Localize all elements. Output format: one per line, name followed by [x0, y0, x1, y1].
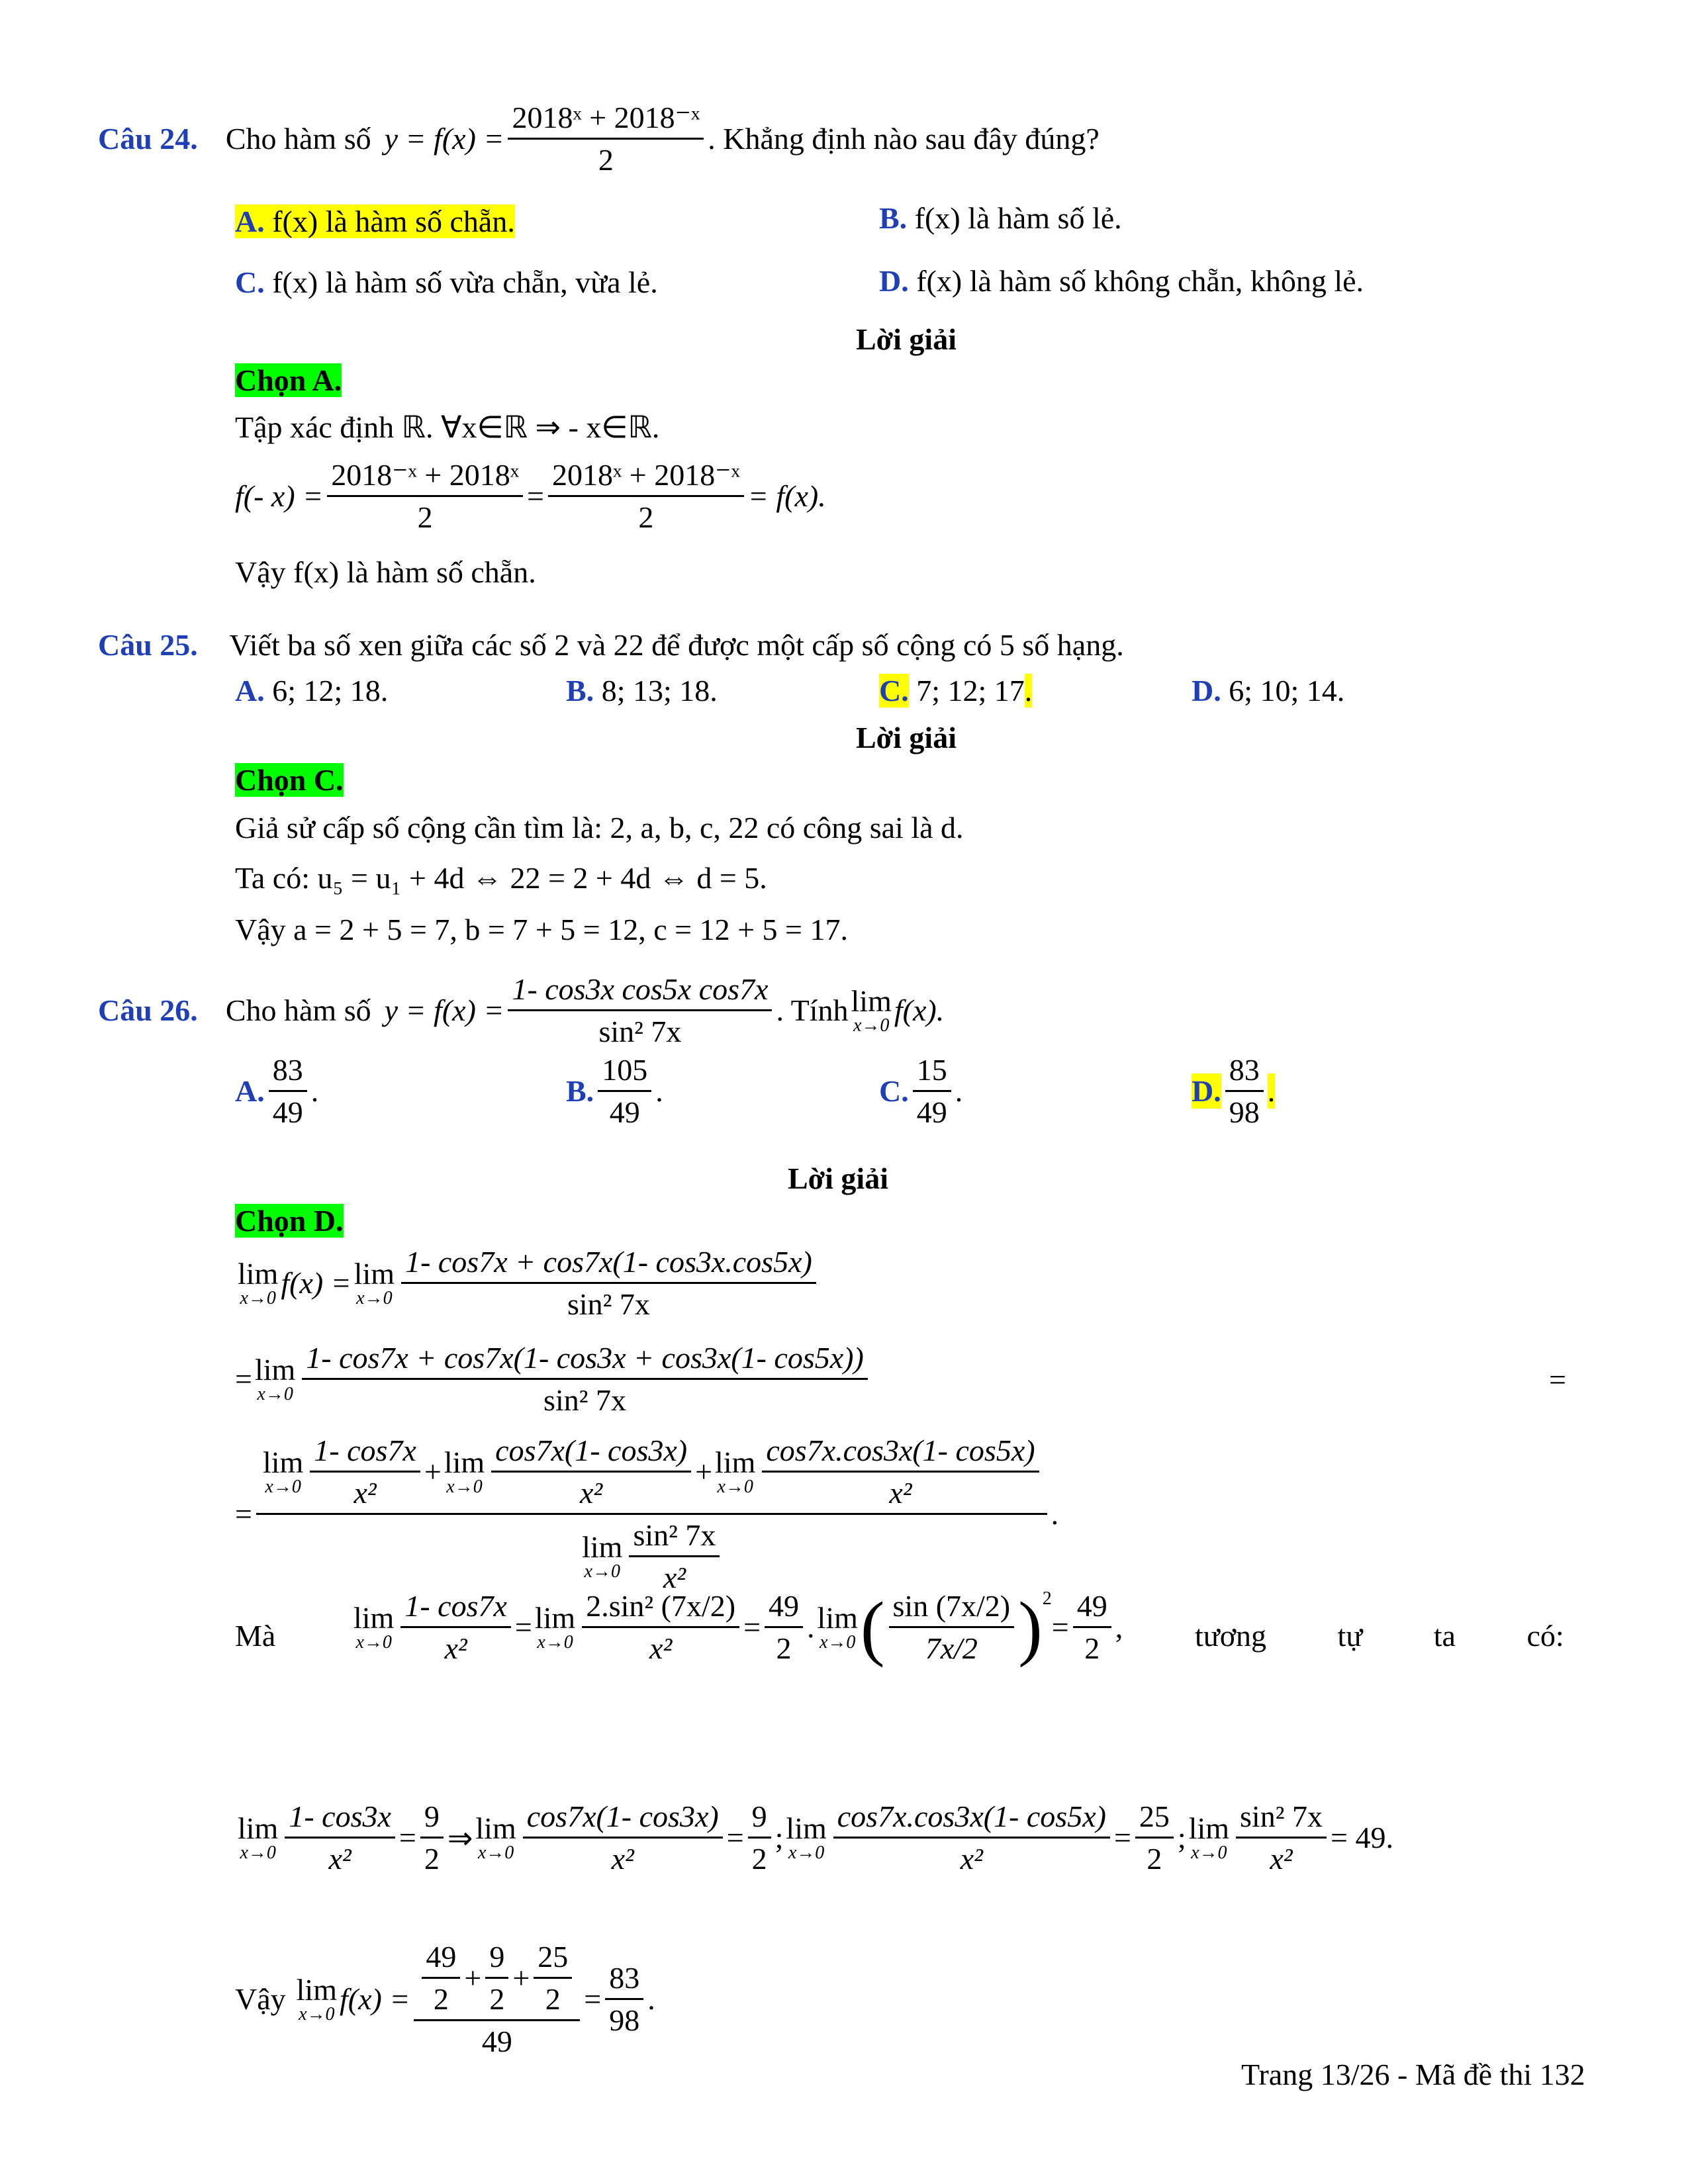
q24-solution-title: Lời giải	[856, 322, 957, 356]
q25-optA-label: A.	[235, 674, 265, 707]
q26-s3-t1n: 1- cos7x	[310, 1433, 420, 1473]
q26-optA-frac	[269, 1052, 307, 1130]
q26-s2-num: 1- cos7x + cos7x(1- cos3x + cos3x(1- cos5x))	[302, 1340, 868, 1380]
q24-option-b[interactable]	[879, 201, 1122, 236]
q26-vay-f3	[534, 1939, 572, 2017]
q26-t-l4	[1236, 1799, 1327, 1876]
q26-ma-big	[889, 1588, 1015, 1666]
q24-optC-label: C.	[235, 265, 265, 299]
q24-option-c[interactable]	[235, 265, 658, 300]
q24-intro: Cho hàm số	[225, 121, 371, 156]
q25-solution-title: Lời giải	[856, 721, 957, 754]
q26-vay-den: 49	[481, 2025, 512, 2058]
q26-t-l3n: cos7x.cos3x(1- cos5x)	[833, 1799, 1110, 1839]
q26-s3-dfrac	[629, 1518, 720, 1595]
q24-proof-d2: 2	[638, 500, 654, 534]
q26-s1-den: sin² 7x	[567, 1287, 650, 1321]
q26-optB-dot: .	[655, 1074, 663, 1108]
q26-s3-bigfrac	[256, 1433, 1047, 1595]
q24-proof-lhs: f(- x) =	[235, 478, 324, 513]
q24-option-a[interactable]	[235, 204, 515, 239]
q26-ma-tail: tương tự ta có:	[1195, 1619, 1564, 1653]
q26-t-v2n: 9	[748, 1799, 771, 1839]
q26-s3-dot: .	[1051, 1497, 1059, 1531]
q26-s2-sub: x→0	[257, 1383, 293, 1404]
q26-t-eq1: =	[399, 1821, 416, 1854]
q26-ma-t1	[400, 1588, 511, 1666]
q26-optB-frac	[598, 1052, 651, 1130]
q26-t-imp: ⇒	[447, 1821, 473, 1855]
q26-s3-t3d: x²	[889, 1476, 912, 1510]
q25-line1: Giả sử cấp số cộng cần tìm là: 2, a, b, c, 22 có công sai là d.	[235, 811, 964, 844]
q25-text: Viết ba số xen giữa các số 2 và 22 để được một cấp số cộng có 5 số hạng.	[229, 628, 1124, 662]
q26-t-l4d: x²	[1270, 1842, 1293, 1876]
q26-t-lim1: lim	[238, 1811, 279, 1845]
q26-s1-sub1: x→0	[240, 1287, 276, 1308]
q26-option-d[interactable]	[1192, 1052, 1275, 1130]
q26-s3-dd: x²	[663, 1561, 686, 1594]
q24-conclusion: Vậy f(x) là hàm số chẵn.	[235, 555, 536, 589]
q26-ma-sq: 2	[1042, 1588, 1052, 1609]
q26-den: sin² 7x	[598, 1015, 682, 1048]
q26-vay-eq: =	[584, 1982, 602, 2016]
q26-s2-trailing-eq: =	[1549, 1363, 1566, 1396]
q26-ma-lim3: lim	[817, 1600, 858, 1635]
q26-ma-lim1: lim	[353, 1600, 395, 1635]
q26-lim-expr: f(x).	[894, 993, 945, 1027]
q26-s1-lim2: lim	[353, 1256, 395, 1291]
q26-step3	[235, 1433, 1058, 1595]
q26-s1-frac	[401, 1244, 816, 1322]
q26-t-v1	[420, 1799, 444, 1876]
q26-ma-t2d: x²	[649, 1631, 673, 1665]
q26-t-v3n: 25	[1135, 1799, 1174, 1839]
q26-t-l2n: cos7x(1- cos3x)	[523, 1799, 723, 1839]
q25-optC-dot: .	[1024, 674, 1033, 707]
q26-ma-c	[765, 1588, 803, 1666]
q26-s3-sub2: x→0	[446, 1476, 483, 1497]
q26-ma-cn: 49	[765, 1588, 803, 1628]
q26-t-l4n: sin² 7x	[1236, 1799, 1327, 1839]
q26-t-eq3: =	[1113, 1821, 1131, 1854]
q26-vay-lim: lim	[296, 1972, 337, 2007]
q26-t-sub1: x→0	[240, 1842, 276, 1863]
q26-fx: y = f(x) =	[384, 993, 504, 1027]
q26-vay-bigfrac	[414, 1939, 580, 2059]
q24-fx: y = f(x) =	[384, 121, 504, 156]
q26-t-sep2: ;	[1177, 1821, 1186, 1854]
q26-ma-t1d: x²	[444, 1631, 467, 1665]
q26-optB-num: 105	[598, 1052, 651, 1092]
q26-vay-result	[605, 1960, 643, 2038]
q26-s1-sub2: x→0	[356, 1287, 393, 1308]
q26-vay-f2	[485, 1939, 508, 2017]
q26-s3-t2n: cos7x(1- cos3x)	[491, 1433, 691, 1473]
q26-optB-den: 49	[609, 1095, 640, 1129]
q26-vay-f1	[422, 1939, 460, 2017]
q26-s2-eq: =	[235, 1362, 252, 1396]
q26-vay-d2: 2	[489, 1982, 505, 2016]
q26-s3-dn: sin² 7x	[629, 1518, 720, 1557]
q26-t-sub2: x→0	[477, 1842, 514, 1863]
q26-t-v1d: 2	[424, 1842, 440, 1876]
q24-option-d[interactable]	[879, 263, 1364, 298]
q26-s3-bigden	[575, 1515, 727, 1595]
q26-lim	[851, 983, 892, 1036]
q26-t-sep1: ;	[774, 1821, 784, 1854]
q25-optC-text: 7; 12; 17	[916, 674, 1025, 707]
q26-s1-lim1: lim	[238, 1256, 279, 1291]
q26-option-a[interactable]	[235, 1052, 318, 1130]
q26-t-l1n: 1- cos3x	[285, 1799, 395, 1839]
q26-s3-t3	[762, 1433, 1039, 1510]
q26-ma-sub3: x→0	[820, 1631, 856, 1653]
q26-choice: Chọn D.	[235, 1204, 344, 1238]
q25-option-d[interactable]	[1192, 673, 1344, 708]
q26-optD-den: 98	[1229, 1095, 1260, 1129]
q26-t-v2	[748, 1799, 771, 1876]
q26-t-l1	[285, 1799, 395, 1876]
q24-proof-eq: =	[527, 478, 544, 513]
q26-s3-bignum	[256, 1433, 1047, 1515]
q26-ma-line: lim x→0 $\frac{1- \cos 7x}{\text{x²}}$ = lim x→0 $\frac{\text{2.sin² (7x/2)}}{\text{x²}}$ = $\frac{49}{2}$ . lim x→0 ( $\frac{\sin (7x/2)}{7x/2}$ ) $^2$ = $\frac{49}{2}$ ,	[353, 1586, 1123, 1668]
q26-s3-sub1: x→0	[265, 1476, 301, 1497]
q25-option-c[interactable]	[879, 673, 1032, 708]
q24-proof-d1: 2	[417, 500, 433, 534]
q26-optA-den: 49	[272, 1095, 303, 1129]
q24-question: . Khẳng định nào sau đây đúng?	[708, 121, 1100, 156]
q26-ma-rd: 2	[1084, 1631, 1100, 1665]
q26-vay-rn: 83	[605, 1960, 643, 2000]
q26-t-l1d: x²	[328, 1842, 352, 1876]
q25-optD-text: 6; 10; 14.	[1229, 674, 1345, 707]
q26-ma-lim2: lim	[534, 1600, 576, 1635]
q26-vay-d1: 2	[433, 1982, 449, 2016]
q25-label: Câu 25.	[98, 628, 198, 662]
q26-vay-plus2: +	[512, 1961, 530, 1995]
q26-t-v2d: 2	[751, 1842, 767, 1876]
q26-optC-num: 15	[913, 1052, 951, 1092]
q26-ma-rn: 49	[1073, 1588, 1111, 1628]
q25-optB-text: 8; 13; 18.	[601, 674, 718, 707]
q26-vay-dot: .	[647, 1982, 655, 2016]
q26-optA-label: A.	[235, 1074, 265, 1108]
q26-t-sub4: x→0	[1191, 1842, 1227, 1863]
q26-label: Câu 26.	[98, 993, 198, 1027]
q25-optD-label: D.	[1192, 674, 1221, 707]
q26-s1-lhs: f(x) =	[281, 1266, 352, 1300]
q25-line3: Vậy a = 2 + 5 = 7, b = 7 + 5 = 12, c = 12 + 5 = 17.	[235, 913, 848, 946]
q26-optC-dot: .	[955, 1074, 963, 1108]
q26-optD-num: 83	[1225, 1052, 1264, 1092]
q25-option-b[interactable]	[566, 673, 718, 708]
q24-proof-n2: 2018ˣ + 2018⁻ˣ	[548, 457, 744, 497]
q24-even-proof	[235, 457, 826, 535]
q26-s3-lim4: lim	[582, 1529, 623, 1564]
q24-proof-frac2	[548, 457, 744, 535]
q26-s2-den: sin² 7x	[543, 1383, 627, 1417]
q26-s2-frac	[302, 1340, 868, 1418]
q26-optC-frac	[913, 1052, 951, 1130]
q26-ma-eq1: =	[514, 1610, 532, 1644]
q26-option-c[interactable]	[879, 1052, 962, 1130]
q24-choice: Chọn A.	[235, 363, 342, 397]
q26-ma-t1n: 1- cos7x	[400, 1588, 511, 1628]
q26-s3-sub4: x→0	[584, 1561, 620, 1582]
q26-ma-eq2: =	[743, 1610, 761, 1644]
q24-proof-rhs: = f(x).	[747, 478, 826, 513]
q26-vay-n1: 49	[422, 1939, 460, 1979]
q26-num: 1- cos3x cos5x cos7x	[508, 972, 772, 1011]
q26-s3-t3n: cos7x.cos3x(1- cos5x)	[762, 1433, 1039, 1473]
q26-t-sub3: x→0	[788, 1842, 825, 1863]
q24-optB-label: B.	[879, 201, 908, 235]
q26-optD-frac	[1225, 1052, 1264, 1130]
q26-ma-comma: ,	[1115, 1610, 1123, 1644]
q26-optA-dot: .	[310, 1074, 319, 1108]
q26-s3-lim1: lim	[262, 1445, 304, 1479]
q25-option-a[interactable]	[235, 673, 388, 708]
q26-option-b[interactable]	[566, 1052, 663, 1130]
q26-t-v3d: 2	[1147, 1842, 1162, 1876]
q26-s3-lim2: lim	[444, 1445, 485, 1479]
q25-optB-label: B.	[566, 674, 594, 707]
q26-s3-lim3: lim	[715, 1445, 756, 1479]
q24-optC-text: f(x) là hàm số vừa chẵn, vừa lẻ.	[272, 265, 658, 299]
q24-proof-n1: 2018⁻ˣ + 2018ˣ	[327, 457, 523, 497]
q26-ma-r	[1073, 1588, 1111, 1666]
q26-step2	[235, 1340, 872, 1418]
q26-ma-dot: .	[807, 1610, 815, 1644]
q26-t-lim3: lim	[786, 1811, 827, 1845]
q26-vay-rd: 98	[609, 2003, 640, 2037]
q26-similar-line	[235, 1799, 1393, 1876]
q24-optA-label: A.	[235, 205, 265, 238]
q24-label: Câu 24.	[98, 121, 198, 156]
q25-line2: Ta có: u₅ = u₁ + 4d ⇔ 22 = 2 + 4d ⇔ d = 5.	[235, 861, 767, 895]
q26-s3-t2d: x²	[580, 1476, 603, 1510]
page-footer: Trang 13/26 - Mã đề thi 132	[1241, 2058, 1585, 2091]
q26-t-l3	[833, 1799, 1110, 1876]
q26-t-l2d: x²	[611, 1842, 634, 1876]
q26-t-v1n: 9	[420, 1799, 444, 1839]
q26-ma-bign: sin (7x/2)	[889, 1588, 1015, 1628]
q24-optD-label: D.	[879, 264, 909, 298]
q25-choice: Chọn C.	[235, 763, 344, 797]
q24-fraction	[508, 99, 704, 177]
q26-vay-bignum	[414, 1939, 580, 2021]
q24-domain-line: Tập xác định ℝ. ∀x∈ℝ ⇒ - x∈ℝ.	[235, 410, 660, 444]
q26-s3-sub3: x→0	[717, 1476, 753, 1497]
q26-ma-sub1: x→0	[355, 1631, 392, 1653]
q26-t-v3	[1135, 1799, 1174, 1876]
q26-vay-sub: x→0	[299, 2003, 335, 2025]
q26-t-lim2: lim	[475, 1811, 516, 1845]
q26-optA-num: 83	[269, 1052, 307, 1092]
q26-ma-word: Mà	[235, 1619, 276, 1653]
q26-tinh: . Tính	[776, 993, 849, 1027]
q26-solution-title: Lời giải	[788, 1161, 888, 1195]
q26-intro: Cho hàm số	[225, 993, 371, 1027]
q26-lim-word: lim	[851, 983, 892, 1018]
q26-row	[98, 972, 944, 1049]
q26-ma-sub2: x→0	[537, 1631, 573, 1653]
q26-ma-t2	[582, 1588, 739, 1666]
q24-den: 2	[598, 143, 614, 177]
q26-t-l3d: x²	[960, 1842, 983, 1876]
q26-optC-label: C.	[879, 1074, 909, 1108]
q26-vay-word: Vậy	[235, 1982, 286, 2016]
q26-s3-t1	[310, 1433, 420, 1510]
q26-step1	[235, 1244, 820, 1322]
q26-optC-den: 49	[916, 1095, 947, 1129]
q26-s2-lim: lim	[254, 1352, 296, 1387]
q26-optD-label: D.	[1192, 1074, 1221, 1108]
q26-s1-num: 1- cos7x + cos7x(1- cos3x.cos5x)	[401, 1244, 816, 1284]
q26-s3-plus2: +	[695, 1455, 713, 1488]
q26-ma-bigd: 7x/2	[925, 1631, 978, 1665]
q26-s3-t1d: x²	[353, 1476, 377, 1510]
q24-row	[98, 99, 1100, 177]
q24-proof-frac1	[327, 457, 523, 535]
q26-vay-lhs: f(x) =	[339, 1982, 410, 2016]
q26-ma-eq3: =	[1051, 1610, 1069, 1644]
q26-final	[235, 1939, 655, 2059]
q26-s3-t2	[491, 1433, 691, 1510]
q24-optA-text: f(x) là hàm số chẵn.	[272, 205, 515, 238]
q24-optD-text: f(x) là hàm số không chẵn, không lẻ.	[916, 264, 1364, 298]
q26-vay-plus1: +	[464, 1961, 482, 1995]
q25-optA-text: 6; 12; 18.	[272, 674, 389, 707]
q26-fraction	[508, 972, 772, 1049]
q26-t-eq2: =	[726, 1821, 744, 1854]
q26-vay-n3: 25	[534, 1939, 572, 1979]
q25-optC-label: C.	[879, 674, 909, 707]
q25-row	[98, 627, 1124, 662]
q26-s3-plus1: +	[424, 1455, 442, 1488]
q26-vay-n2: 9	[485, 1939, 508, 1979]
q26-ma-cd: 2	[776, 1631, 792, 1665]
q26-t-v4: = 49.	[1331, 1821, 1393, 1854]
q26-optD-dot: .	[1267, 1074, 1276, 1108]
q24-num: 2018ˣ + 2018⁻ˣ	[508, 99, 704, 140]
q26-vay-d3: 2	[545, 1982, 561, 2016]
q26-lim-sub: x→0	[853, 1015, 890, 1036]
q26-t-l2	[523, 1799, 723, 1876]
q26-ma-t2n: 2.sin² (7x/2)	[582, 1588, 739, 1628]
q26-t-lim4: lim	[1188, 1811, 1230, 1845]
q26-optB-label: B.	[566, 1074, 594, 1108]
q26-s3-eq: =	[235, 1497, 252, 1531]
q24-optB-text: f(x) là hàm số lẻ.	[914, 201, 1122, 235]
